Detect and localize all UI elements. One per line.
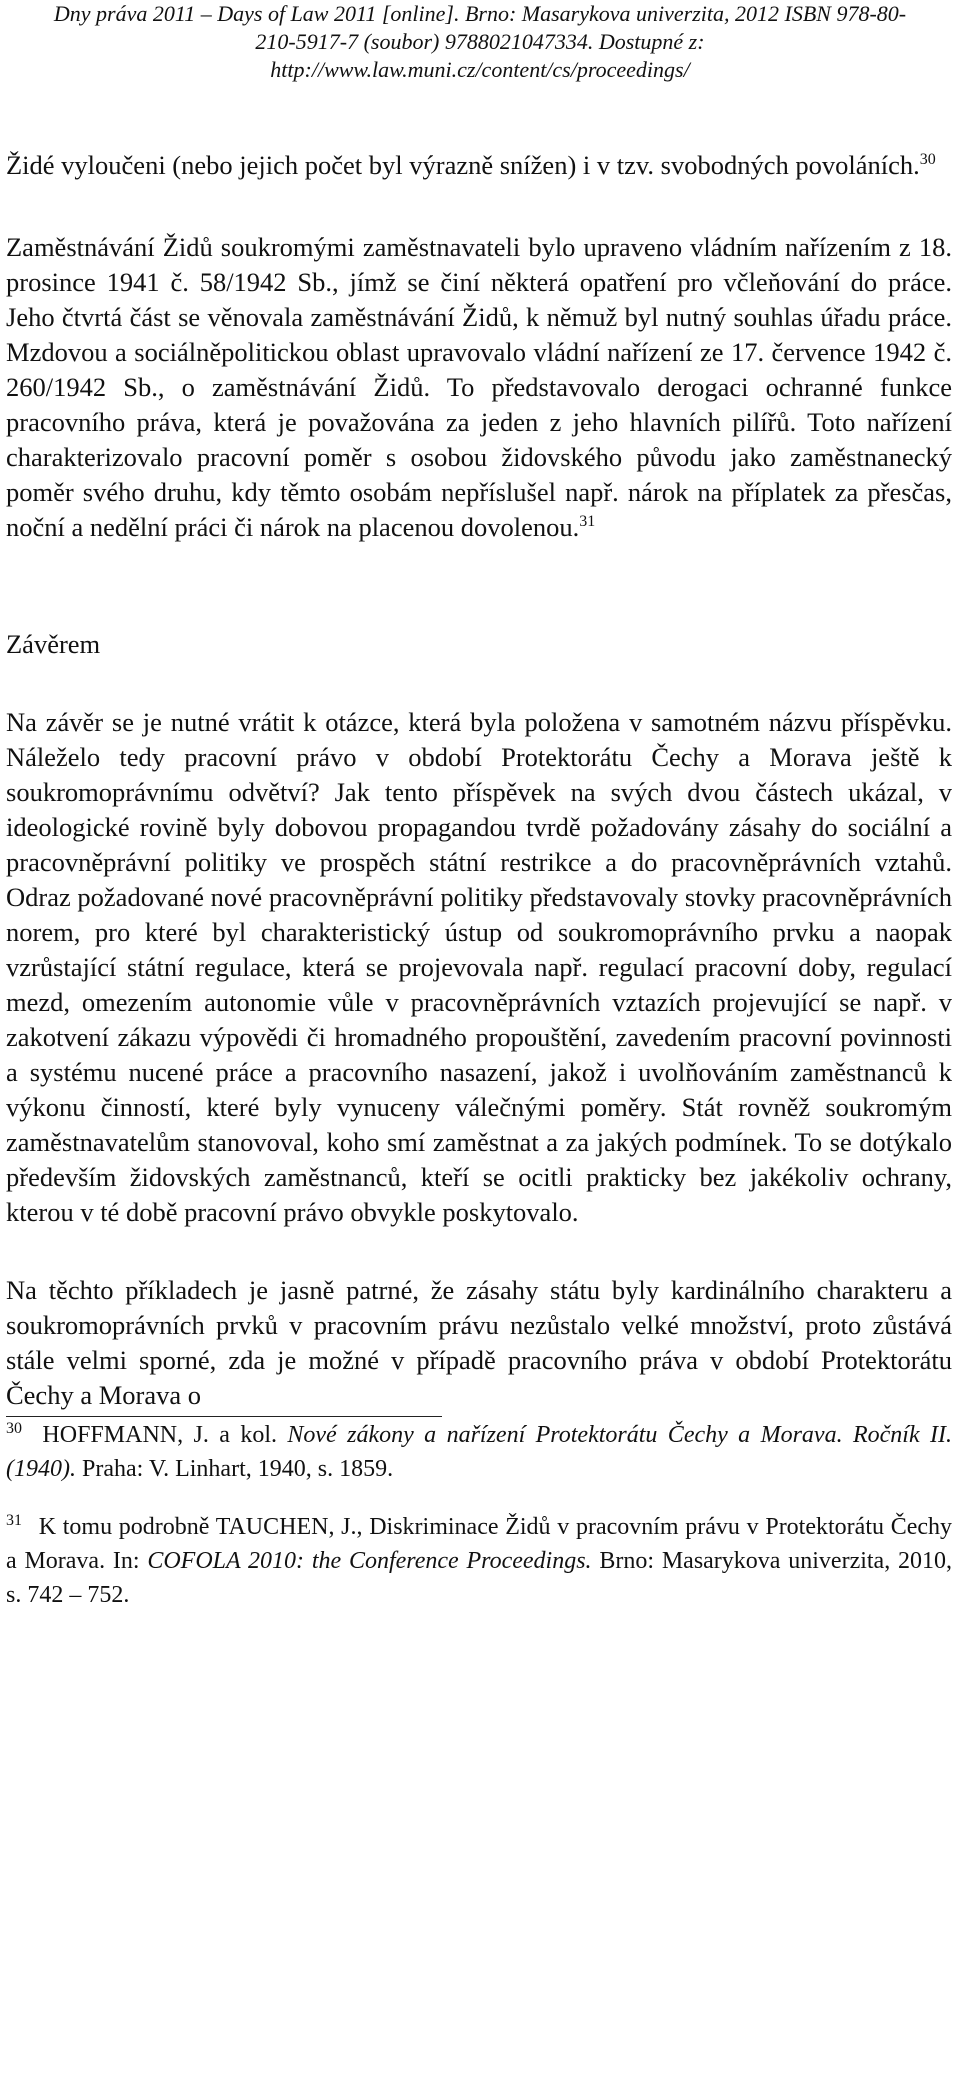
paragraph-2 [6,230,952,545]
section-heading: Závěrem [6,629,101,659]
footnote-separator [6,1416,442,1417]
paragraph-3: Na závěr se je nutné vrátit k otázce, která byla položena v samotném názvu příspěvku. Náleželo tedy pracovní právo v období Protektorátu Čechy a Morava ještě k soukromoprávnímu odvětví? Jak tento příspěvek na svých dvou částech ukázal, v ideologické rovině byly dobovou propagandou tvrdě požadovány zásahy do sociální a pracovněprávní politiky ve prospěch státní restrikce a do pracovněprávních vztahů. Odraz požadované nové pracovněprávní politiky představovaly stovky pracovněprávních norem, pro které byl charakteristický ústup od soukromoprávního prvku a naopak vzrůstající státní regulace, která se projevovala např. regulací pracovní doby, regulací mezd, omezením autonomie vůle v pracovněprávních vztazích projevující se např. v zakotvení zákazu výpovědi či hromadného propouštění, zavedením pracovní povinnosti a systému nucené práce a pracovního nasazení, jakož i uvolňováním zaměstnanců k výkonu činností, které byly vynuceny válečnými poměry. Stát rovněž soukromým zaměstnavatelům stanovoval, koho smí zaměstnat a za jakých podmínek. To se dotýkalo především židovských zaměstnanců, kteří se ocitli prakticky bez jakékoliv ochrany, kterou v té době pracovní právo obvykle poskytovalo. [6,707,952,1227]
footnote-ref-31[interactable]: 31 [579,513,596,531]
footnote-publisher: Brno: Masarykova univerzita, 2010, s. 742 – 752. [6,1548,952,1608]
footnote-31 [6,1510,952,1612]
footnote-number: 31 [6,1512,22,1529]
footnotes [6,1418,952,1612]
paragraph-2-text: Zaměstnávání Židů soukromými zaměstnavateli bylo upraveno vládním nařízením z 18. prosince 1941 č. 58/1942 Sb., jímž se činí některá opatření pro včleňování do práce. Jeho čtvrtá část se věnovala zaměstnávání Židů, k němuž byl nutný souhlas úřadu práce. Mzdovou a sociálněpolitickou oblast upravovalo vládní nařízení ze 17. července 1942 č. 260/1942 Sb., o zaměstnávání Židů. To představovalo derogaci ochranné funkce pracovního práva, která je považována za jeden z jeho hlavních pilířů. Toto nařízení charakterizovalo pracovní poměr s osobou židovského původu jako zaměstnanecký poměr svého druhu, kdy těmto osobám nepříslušel např. nárok na příplatek za přesčas, noční a nedělní práci či nárok na placenou dovolenou. [6,232,952,542]
header-line-1: Dny práva 2011 – Days of Law 2011 [online]. Brno: Masarykova univerzita, 2012 ISBN 978-80- [53,1,907,26]
footnote-30 [6,1418,952,1486]
paragraph-1 [6,148,952,183]
paragraph-1-text: Židé vyloučeni (nebo jejich počet byl výrazně snížen) i v tzv. svobodných povoláních. [6,150,920,180]
running-header [0,0,960,84]
main-text [6,148,952,1413]
footnote-number: 30 [6,1420,22,1437]
footnote-title: COFOLA 2010: the Conference Proceedings. [147,1548,592,1574]
header-line-2: 210-5917-7 (soubor) 9788021047334. Dostupné z: [255,29,705,54]
footnote-publisher: Praha: V. Linhart, 1940, s. 1859. [81,1456,394,1482]
footnote-lead: K tomu podrobně TAUCHEN, J., Diskriminace Židů v pracovním právu v Protektorátu Čechy a Morava. In: [6,1514,953,1574]
footnote-title: Nové zákony a nařízení Protektorátu Čechy a Morava. Ročník II. (1940). [6,1422,952,1482]
header-url[interactable]: http://www.law.muni.cz/content/cs/proceedings/ [270,57,690,82]
paragraph-4: Na těchto příkladech je jasně patrné, že zásahy státu byly kardinálního charakteru a soukromoprávních prvků v pracovním právu nezůstalo velké množství, proto zůstává stále velmi sporné, zda je možné v případě pracovního práva v období Protektorátu Čechy a Morava o [6,1275,952,1410]
footnote-ref-30[interactable]: 30 [919,151,936,169]
footnote-author: HOFFMANN, J. a kol. [42,1422,277,1448]
